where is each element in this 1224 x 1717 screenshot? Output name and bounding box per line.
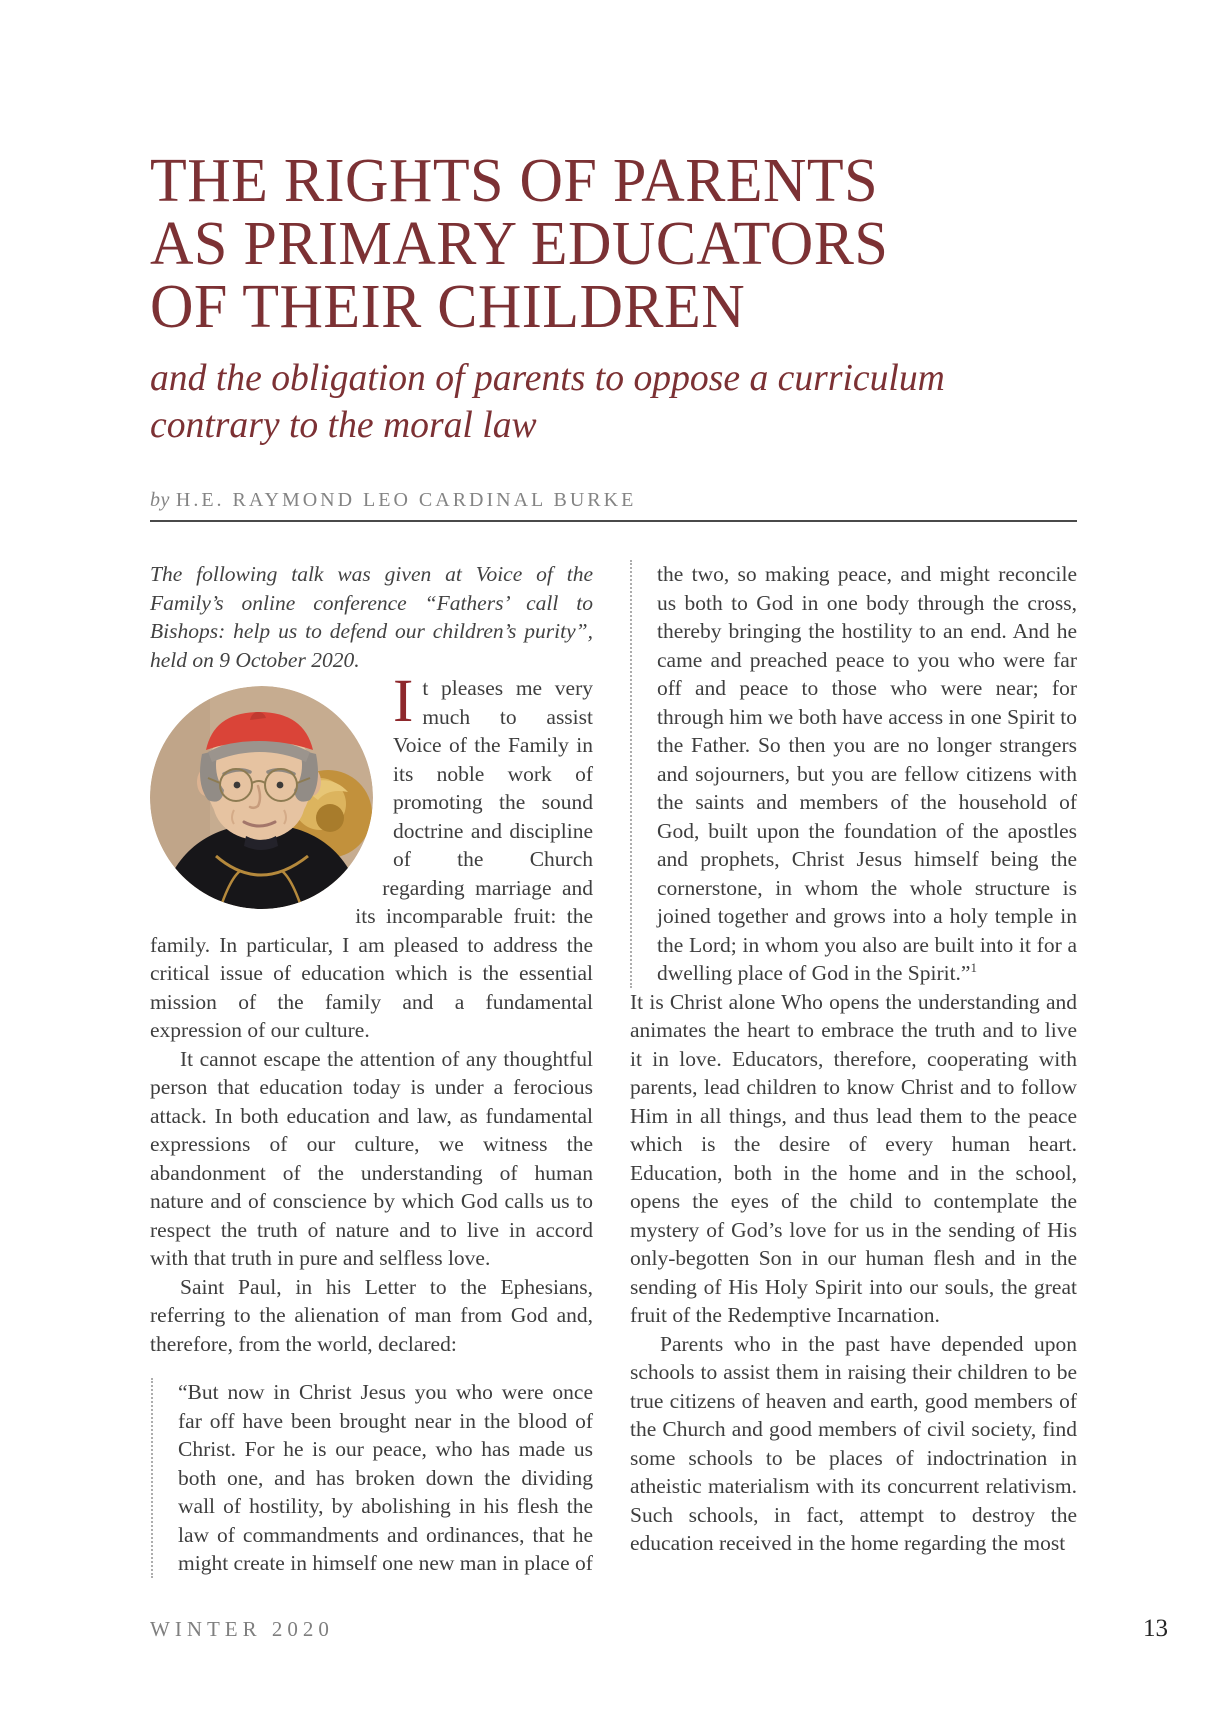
- article-columns: [150, 560, 1077, 1578]
- drop-cap: I: [393, 668, 414, 735]
- paragraph-saint-paul: Saint Paul, in his Letter to the Ephesians, referring to the alienation of man from God and, therefore, from the world, declared:: [150, 1274, 593, 1356]
- cardinal-portrait-photo: [150, 686, 373, 909]
- article-title: [150, 147, 1049, 341]
- scripture-quote-part2: [630, 560, 1077, 988]
- paragraph-christ-alone: It is Christ alone Who opens the understanding and animates the heart to embrace the truth and to live it in love. Educators, therefore, cooperating with parents, lead children to know Christ and to follow Him in all things, and thus lead them to the peace which is the desire of every human heart. Education, both in the home and in the school, opens the eyes of the child to contemplate the mystery of God’s love for us in the sending of His only-begotten Son in our human flesh and in the sending of His Holy Spirit into our souls, the great fruit of the Redemptive Incarnation.: [630, 989, 1077, 1327]
- byline-rule: [150, 520, 1077, 522]
- byline-author-name: H.E. RAYMOND LEO CARDINAL BURKE: [175, 489, 637, 511]
- byline-prefix: by: [150, 489, 170, 511]
- paragraph-education-attack: It cannot escape the attention of any thoughtful person that education today is under a ferocious attack. In both education and law, as fundamental expressions of our culture, we witness the abandonment of the understanding of human nature and of conscience by which God calls us to respect the truth of nature and to live in accord with that truth in pure and selfless love.: [150, 1046, 593, 1270]
- opening-paragraph-text: t pleases me very much to assist Voice of the Family in its noble work of promoting the sound doctrine and discipline of the Church regarding marriage and its incomparable fruit: the family. In particular, I am pleased to address the critical issue of education which is the essential mission of the family and a fundamental expression of our culture.: [150, 676, 593, 1042]
- byline: [150, 489, 1077, 512]
- article-title-line: AS PRIMARY EDUCATORS: [150, 210, 889, 278]
- scripture-quote-part1: “But now in Christ Jesus you who were once far off have been brought near in the blood of Christ. For he is our peace, who has made us both one, and has broken down the dividing wall of hostility, by abolishing in his flesh the law of commandments and ordinances, that he might create in himself one new man in place of: [151, 1378, 593, 1578]
- article-title-line: THE RIGHTS OF PARENTS: [150, 147, 879, 215]
- article-title-line: OF THEIR CHILDREN: [150, 273, 746, 341]
- editorial-note: The following talk was given at Voice of the Family’s online conference “Fathers’ call to Bishops: help us to defend our children’s purity”, held on 9 October 2020.: [150, 562, 593, 672]
- opening-paragraph: [150, 668, 593, 1045]
- footnote-reference: 1: [970, 959, 977, 975]
- footer-issue-label: WINTER 2020: [150, 1617, 334, 1641]
- footer-page-number: 13: [1143, 1615, 1168, 1642]
- cardinal-portrait-illustration: [150, 686, 373, 909]
- article-subtitle: [150, 355, 1068, 449]
- column-right: [630, 560, 1077, 1578]
- column-left: [150, 560, 593, 1578]
- paragraph-parents-schools: Parents who in the past have depended upon schools to assist them in raising their children to be true citizens of heaven and earth, good members of the Church and good members of civil society, find some schools to be places of indoctrination in atheistic materialism with its concurrent relativism. Such schools, in fact, attempt to destroy the education received in the home regarding the most: [630, 1331, 1077, 1555]
- article-subtitle-line: contrary to the moral law: [150, 404, 537, 446]
- article-subtitle-line: and the obligation of parents to oppose a curriculum: [150, 357, 945, 399]
- page-content: [150, 0, 1077, 1578]
- scripture-quote-part2-text: the two, so making peace, and might reconcile us both to God in one body through the cross, thereby bringing the hostility to an end. And he came and preached peace to you who were far off and peace to those who were near; for through him we both have access in one Spirit to the Father. So then you are no longer strangers and sojourners, but you are fellow citizens with the saints and members of the household of God, built upon the foundation of the apostles and prophets, Christ Jesus himself being the cornerstone, in whom the whole structure is joined together and grows into a holy temple in the Lord; in whom you also are built into it for a dwelling place of God in the Spirit.”: [657, 562, 1077, 985]
